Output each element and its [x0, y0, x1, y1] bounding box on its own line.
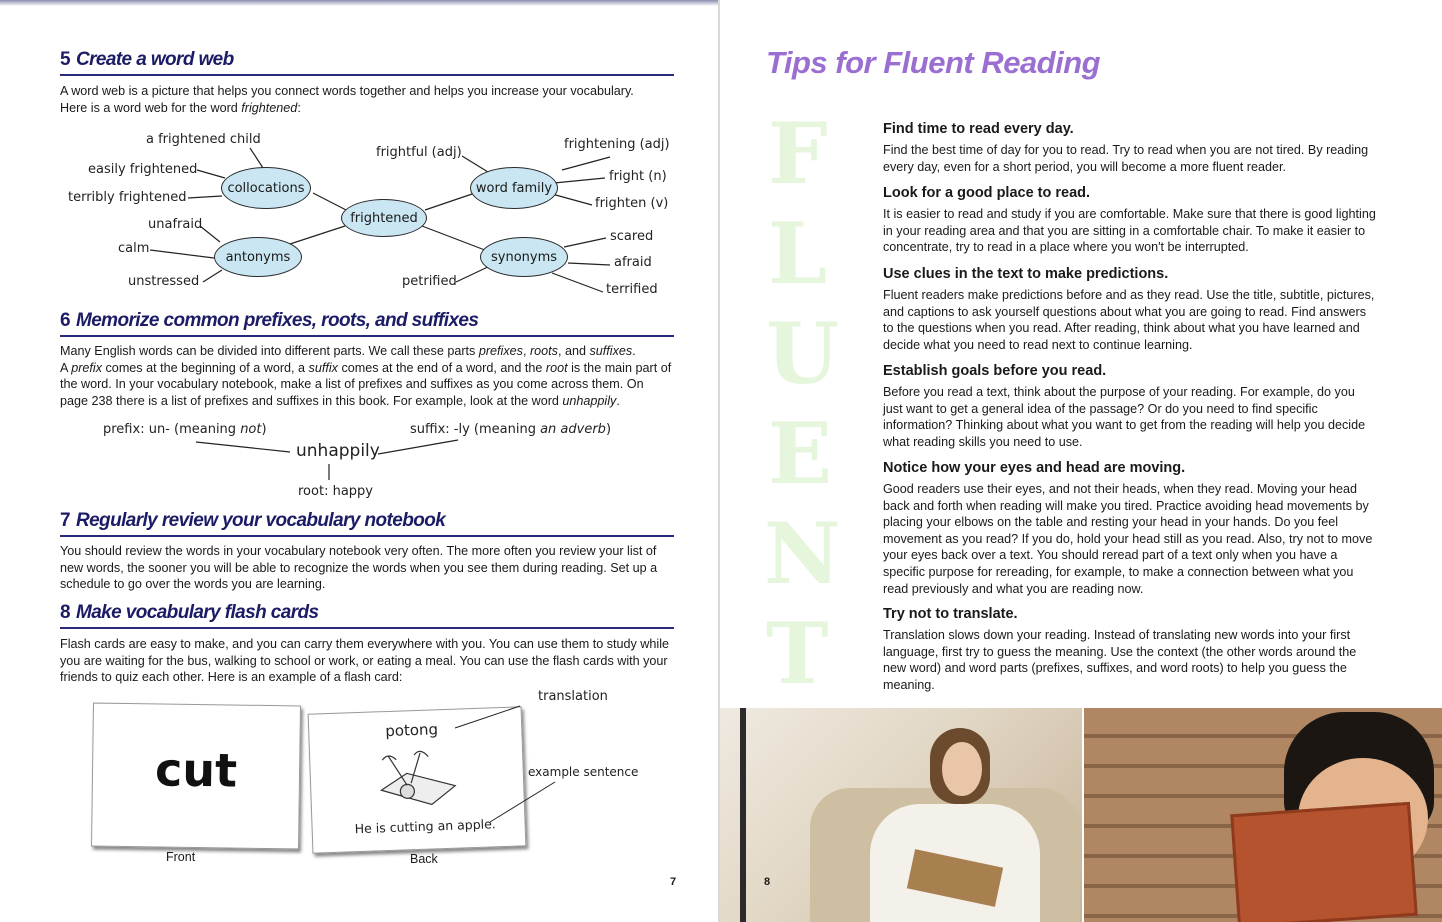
tip-1	[883, 121, 1377, 175]
node-label: word family	[475, 180, 553, 196]
italic-word: suffixes	[589, 344, 633, 358]
fluent-letter: N	[764, 504, 841, 603]
section-8-text: Flash cards are easy to make, and you can carry them everywhere with you. You can use them to study while you are waiting for the bus, walking to school or work, or eating a meal. You can use the flash cards with your friends to quiz each other. Here is an example of a flash card:	[60, 637, 670, 685]
tip-heading: Find time to read every day.	[883, 121, 1074, 137]
section-7-text: You should review the words in your vocabulary notebook very often. The more often you review your list of new words, the sooner you will be able to recognize the words when you see them during reading. Set up a schedule to go over the words you are learning.	[60, 544, 658, 592]
node-label: collocations	[227, 180, 305, 196]
tip-text: Before you read a text, think about the purpose of your reading. For example, do you just want to get a general idea of the passage? Or do you need to find specific information? Thinking about what you want to get from the reading will help you decide what reading skills you need to use.	[883, 385, 1366, 449]
front-caption: Front	[166, 850, 196, 864]
translation-callout: translation	[538, 689, 608, 704]
text-run: comes at the beginning of a word, a	[102, 360, 309, 375]
italic-word: suffix	[308, 360, 338, 375]
flash-card-pointer-lines	[0, 0, 718, 922]
tip-6	[883, 606, 1377, 693]
node-label: synonyms	[490, 249, 558, 265]
text-run: .	[616, 393, 620, 408]
web-leaf: fright (n)	[609, 169, 667, 184]
woman-face	[942, 742, 982, 796]
section-number: 7	[60, 510, 70, 531]
tip-heading: Use clues in the text to make predictions.	[883, 266, 1169, 282]
tip-heading: Establish goals before you read.	[883, 363, 1107, 379]
section-title: Make vocabulary flash cards	[75, 602, 319, 623]
tip-text: Find the best time of day for you to read. Try to read when you are not tired. By reading every day, even for a short period, you will become a more fluent reader.	[883, 143, 1369, 174]
italic-word: roots	[529, 344, 558, 358]
web-leaf: frighten (v)	[595, 196, 669, 211]
fluent-letter: T	[766, 604, 829, 703]
tip-4	[883, 363, 1377, 450]
left-page	[0, 0, 718, 922]
web-leaf: easily frightened	[88, 162, 198, 177]
section-number: 5	[60, 49, 70, 70]
tip-heading: Notice how your eyes and head are moving.	[883, 460, 1186, 476]
web-leaf: petrified	[402, 274, 457, 289]
right-page	[720, 0, 1442, 922]
tip-text: Translation slows down your reading. Instead of translating new words into your first language, first try to guess the meaning. Use the context (the other words around the new word) and word parts (prefixes, suffixes, and word roots) to help you guess the meaning.	[883, 628, 1357, 692]
paragraph-line: A word web is a picture that helps you connect words together and helps you increase your vocabulary.	[60, 84, 634, 98]
italic-word: an adverb	[540, 422, 606, 437]
text-run: A	[60, 360, 72, 375]
card-example-sentence: He is cutting an apple.	[354, 816, 496, 837]
web-leaf: calm	[118, 241, 150, 256]
tip-5	[883, 460, 1377, 597]
example-word: unhappily	[296, 441, 380, 461]
text-run: prefix: un- (meaning	[103, 422, 241, 437]
web-leaf: frightening (adj)	[564, 137, 670, 152]
photo-woman-reading	[720, 708, 1082, 922]
italic-word: root	[545, 360, 568, 375]
tip-text: Good readers use their eyes, and not their heads, when they read. Moving your head back and forth when reading will make you tired. Practice avoiding head movements by placing your elbows on the table and resting your head in your hands. Do you feel movement as you read? If you do, hold your head still as you read. Also, try not to move your eyes back over a text. You should reread part of a text only when you have a specific purpose for rereading, for example, to make a connection between what you read previously and what you are reading now.	[883, 482, 1373, 596]
punctuation: :	[297, 100, 301, 115]
text-run: , and	[557, 344, 590, 358]
fluent-letter: F	[768, 104, 828, 203]
tip-text: Fluent readers make predictions before and as they read. Use the title, subtitle, pictures, and captions to ask yourself questions about what you are going to read. Find answers to the questions when you read. After reading, think about what you have learned and decide what you need to read next to continue learning.	[883, 288, 1375, 352]
card-translation-word: potong	[384, 720, 439, 741]
page-number: 7	[670, 876, 677, 888]
page-title: Tips for Fluent Reading	[766, 45, 1101, 80]
text-run: ,	[522, 344, 530, 358]
card-front-word: cut	[154, 742, 238, 798]
section-title: Regularly review your vocabulary notebook	[75, 510, 446, 531]
node-label: frightened	[350, 210, 418, 226]
example-callout: example sentence	[528, 765, 639, 779]
page-number: 8	[764, 876, 771, 888]
photo-man-reading	[1084, 708, 1442, 922]
paragraph-line: Here is a word web for the word	[60, 100, 242, 115]
tip-3	[883, 266, 1377, 353]
web-leaf: unafraid	[148, 217, 203, 232]
italic-word: frightened	[241, 100, 298, 115]
section-number: 6	[60, 310, 70, 331]
tip-heading: Try not to translate.	[883, 606, 1018, 622]
node-label: antonyms	[225, 249, 291, 265]
web-leaf: frightful (adj)	[376, 145, 462, 160]
web-leaf: terribly frightened	[68, 190, 187, 205]
text-run: is the main part of the word. In your vocabulary notebook, make a list of prefixes and suffixes as you come across them. On page 238 there is a list of prefixes and suffixes in this book. For example, look at the word	[60, 360, 672, 408]
text-run: Many English words can be divided into different parts. We call these parts	[60, 344, 479, 358]
italic-word: prefix	[71, 360, 103, 375]
text-run: suffix: -ly (meaning	[410, 422, 541, 437]
text-run: )	[261, 422, 267, 437]
tip-text: It is easier to read and study if you are comfortable. Make sure that there is good lighting in your reading area and that you are sitting in a comfortable chair. To make it easier to concentrate, try to read in a place where you won't be interrupted.	[883, 207, 1376, 255]
text-run: comes at the end of a word, and the	[337, 360, 546, 375]
italic-word: prefixes	[478, 344, 523, 358]
text-run: )	[605, 422, 612, 437]
fluent-letter: L	[768, 204, 828, 303]
tip-2	[883, 185, 1377, 256]
section-number: 8	[60, 602, 70, 623]
root-label: root: happy	[298, 484, 373, 499]
lamp-pole	[740, 708, 746, 922]
web-leaf: a frightened child	[146, 132, 261, 147]
web-leaf: afraid	[614, 255, 652, 270]
section-title: Create a word web	[75, 49, 234, 70]
text-run: .	[632, 344, 636, 358]
web-leaf: scared	[610, 229, 654, 244]
section-title: Memorize common prefixes, roots, and suffixes	[75, 310, 479, 331]
web-leaf: terrified	[606, 282, 658, 297]
italic-word: unhappily	[562, 393, 617, 408]
back-caption: Back	[410, 852, 438, 866]
italic-word: not	[240, 422, 262, 437]
fluent-letter: U	[766, 304, 840, 403]
open-book	[1230, 802, 1418, 922]
web-leaf: unstressed	[128, 274, 200, 289]
fluent-letter: E	[768, 404, 833, 503]
tip-heading: Look for a good place to read.	[883, 185, 1091, 201]
